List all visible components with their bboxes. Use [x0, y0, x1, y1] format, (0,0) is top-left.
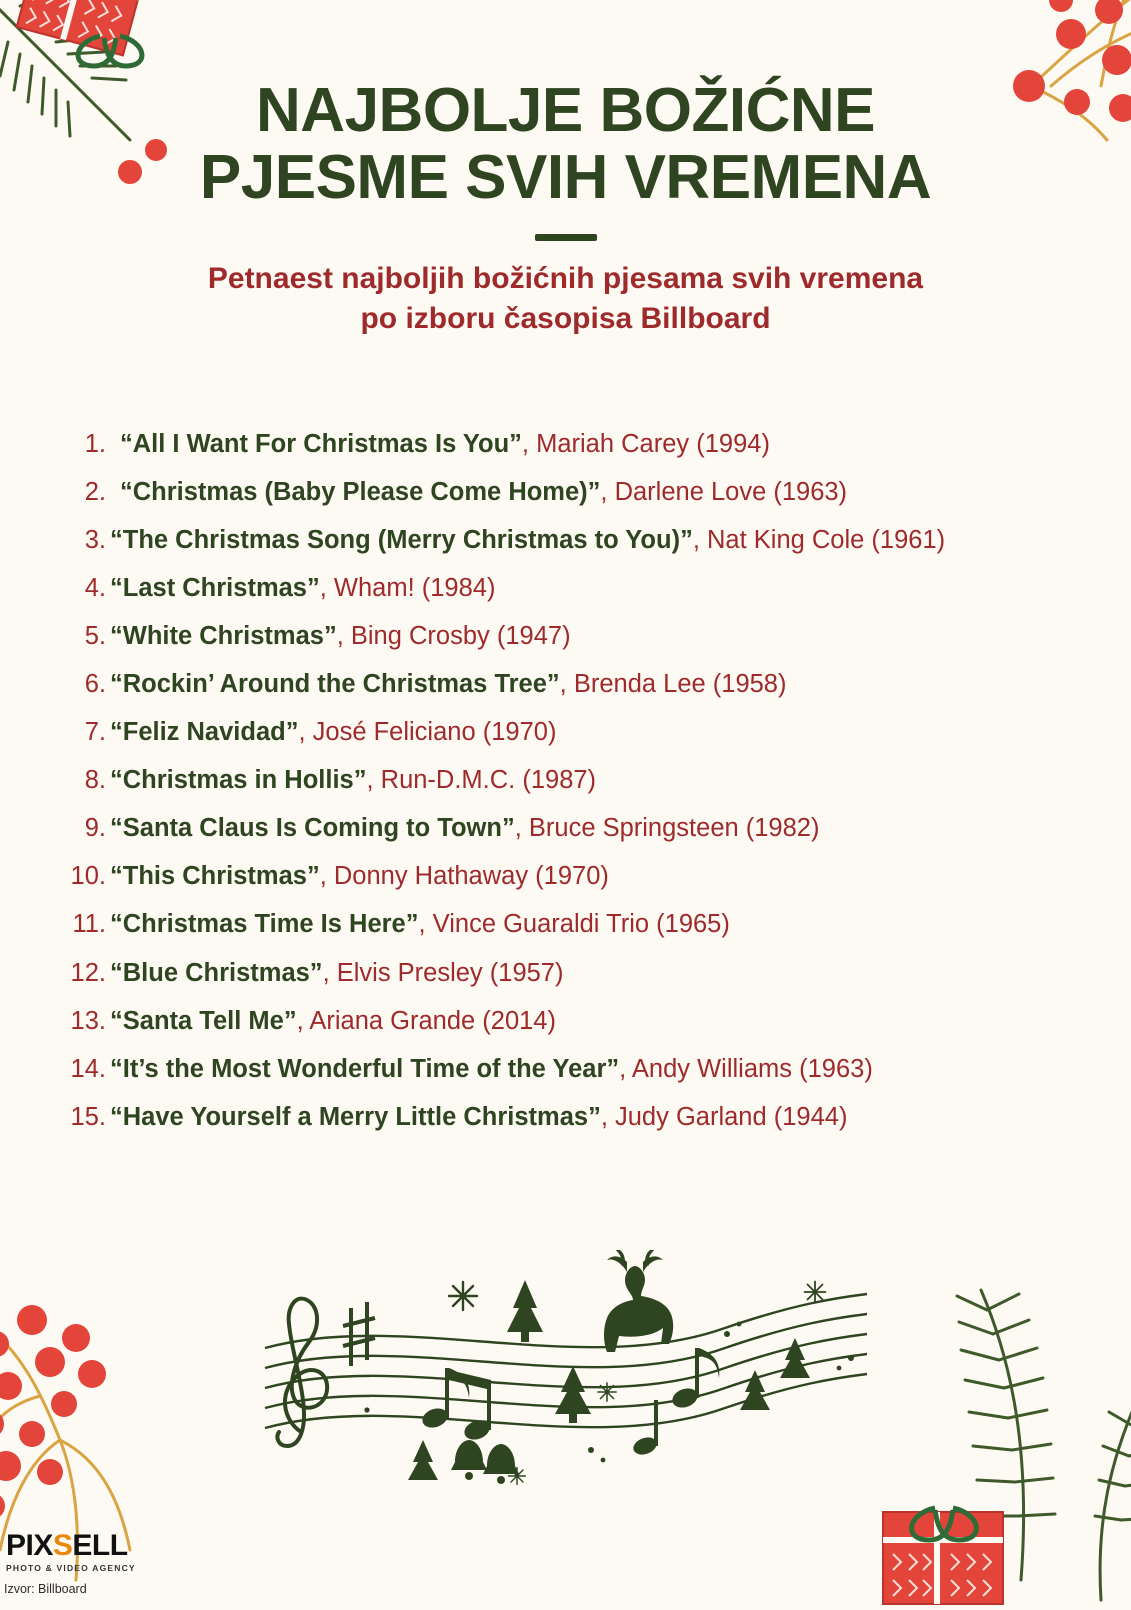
song-artist-year: , Brenda Lee (1958) [559, 670, 787, 699]
list-item-index: 11. [72, 910, 106, 939]
list-item [64, 910, 1081, 938]
title-divider [535, 234, 597, 241]
song-artist-year: , José Feliciano (1970) [298, 718, 557, 747]
song-title: “White Christmas” [110, 622, 337, 651]
list-item-index: 12. [70, 958, 106, 987]
page-subtitle-line2: po izboru časopisa Billboard [360, 302, 771, 336]
song-title: “Last Christmas” [110, 574, 320, 603]
list-item-body [110, 574, 1081, 602]
list-item [64, 1007, 1081, 1035]
list-item-body [110, 910, 1081, 938]
song-artist-year: , Ariana Grande (2014) [296, 1006, 556, 1035]
song-title: “Christmas Time Is Here” [110, 910, 419, 939]
song-title: “Christmas in Hollis” [110, 766, 367, 795]
title-block [0, 78, 1131, 340]
list-item-body [110, 622, 1081, 650]
list-item-index: 2. [84, 478, 106, 507]
list-item [64, 478, 1081, 506]
list-item [64, 814, 1081, 842]
song-artist-year: , Judy Garland (1944) [600, 1102, 848, 1131]
music-staff-illustration [255, 1250, 875, 1490]
song-title: “Blue Christmas” [110, 958, 323, 987]
list-item-body [110, 862, 1081, 890]
song-artist-year: , Run-D.M.C. (1987) [366, 766, 597, 795]
song-artist-year: , Wham! (1984) [319, 574, 496, 603]
page-subtitle [66, 259, 1066, 340]
song-title: “Have Yourself a Merry Little Christmas” [110, 1102, 601, 1131]
song-artist-year: , Darlene Love (1963) [600, 478, 848, 507]
song-artist-year: , Bruce Springsteen (1982) [514, 814, 820, 843]
page-subtitle-line1: Petnaest najboljih božićnih pjesama svih vremena [207, 261, 924, 295]
song-title: “Christmas (Baby Please Come Home)” [120, 478, 601, 507]
list-item-body [110, 1103, 1081, 1131]
song-title: “This Christmas” [110, 862, 320, 891]
list-item-body [110, 959, 1081, 987]
list-item [64, 1103, 1081, 1131]
page-title-line1: NAJBOLJE BOŽIĆNE [256, 76, 875, 145]
pixsell-logo-tagline: PHOTO & VIDEO AGENCY [6, 1562, 136, 1573]
list-item-body [110, 718, 1081, 746]
pixsell-logo-text [6, 1528, 136, 1562]
song-title: “The Christmas Song (Merry Christmas to You)” [110, 526, 693, 555]
list-item [64, 959, 1081, 987]
song-list [64, 430, 1081, 1151]
song-artist-year: , Donny Hathaway (1970) [319, 862, 609, 891]
list-item-index: 6. [84, 670, 106, 699]
list-item [64, 526, 1081, 554]
list-item-body [110, 814, 1081, 842]
list-item [64, 766, 1081, 794]
song-artist-year: , Elvis Presley (1957) [322, 958, 564, 987]
song-title: “Rockin’ Around the Christmas Tree” [110, 670, 560, 699]
list-item-index: 8. [84, 766, 106, 795]
list-item-body [110, 1055, 1081, 1083]
list-item-body [110, 670, 1081, 698]
list-item [64, 862, 1081, 890]
list-item-body [110, 1007, 1081, 1035]
logo-part-pix: PIX [6, 1528, 53, 1562]
list-item-index: 1. [84, 430, 106, 458]
list-item-body [110, 766, 1081, 794]
song-title: “Feliz Navidad” [110, 718, 299, 747]
list-item-index: 5. [84, 622, 106, 651]
list-item [64, 622, 1081, 650]
list-item-index: 14. [70, 1054, 106, 1083]
song-artist-year: , Andy Williams (1963) [619, 1054, 873, 1083]
song-artist-year: , Mariah Carey (1994) [521, 430, 770, 458]
song-title: “All I Want For Christmas Is You” [120, 430, 522, 458]
source-caption: Izvor: Billboard [4, 1582, 87, 1596]
list-item [64, 574, 1081, 602]
logo-part-ell: ELL [72, 1528, 128, 1562]
list-item-index: 3. [84, 526, 106, 555]
song-title: “Santa Claus Is Coming to Town” [110, 814, 515, 843]
list-item-index: 9. [84, 814, 106, 843]
song-artist-year: , Bing Crosby (1947) [336, 622, 571, 651]
song-title: “Santa Tell Me” [110, 1006, 297, 1035]
page-title-line2: PJESME SVIH VREMENA [199, 142, 932, 212]
list-item-index: 7. [84, 718, 106, 747]
list-item-body [110, 478, 1081, 506]
page-title [0, 78, 1131, 212]
logo-part-s: S [52, 1528, 73, 1562]
list-item-index: 15. [70, 1102, 106, 1131]
list-item [64, 670, 1081, 698]
song-artist-year: , Vince Guaraldi Trio (1965) [418, 910, 730, 939]
pixsell-logo [6, 1528, 136, 1573]
list-item-body [110, 430, 1081, 458]
list-item-body [110, 526, 1081, 554]
list-item [64, 430, 1081, 458]
list-item [64, 1055, 1081, 1083]
list-item [64, 718, 1081, 746]
list-item-index: 10. [70, 862, 106, 891]
song-title: “It’s the Most Wonderful Time of the Year” [110, 1054, 620, 1083]
pine-branch-gift-decoration-bottom-right [861, 1280, 1131, 1610]
list-item-index: 4. [84, 574, 106, 603]
list-item-index: 13. [70, 1006, 106, 1035]
song-artist-year: , Nat King Cole (1961) [692, 526, 946, 555]
